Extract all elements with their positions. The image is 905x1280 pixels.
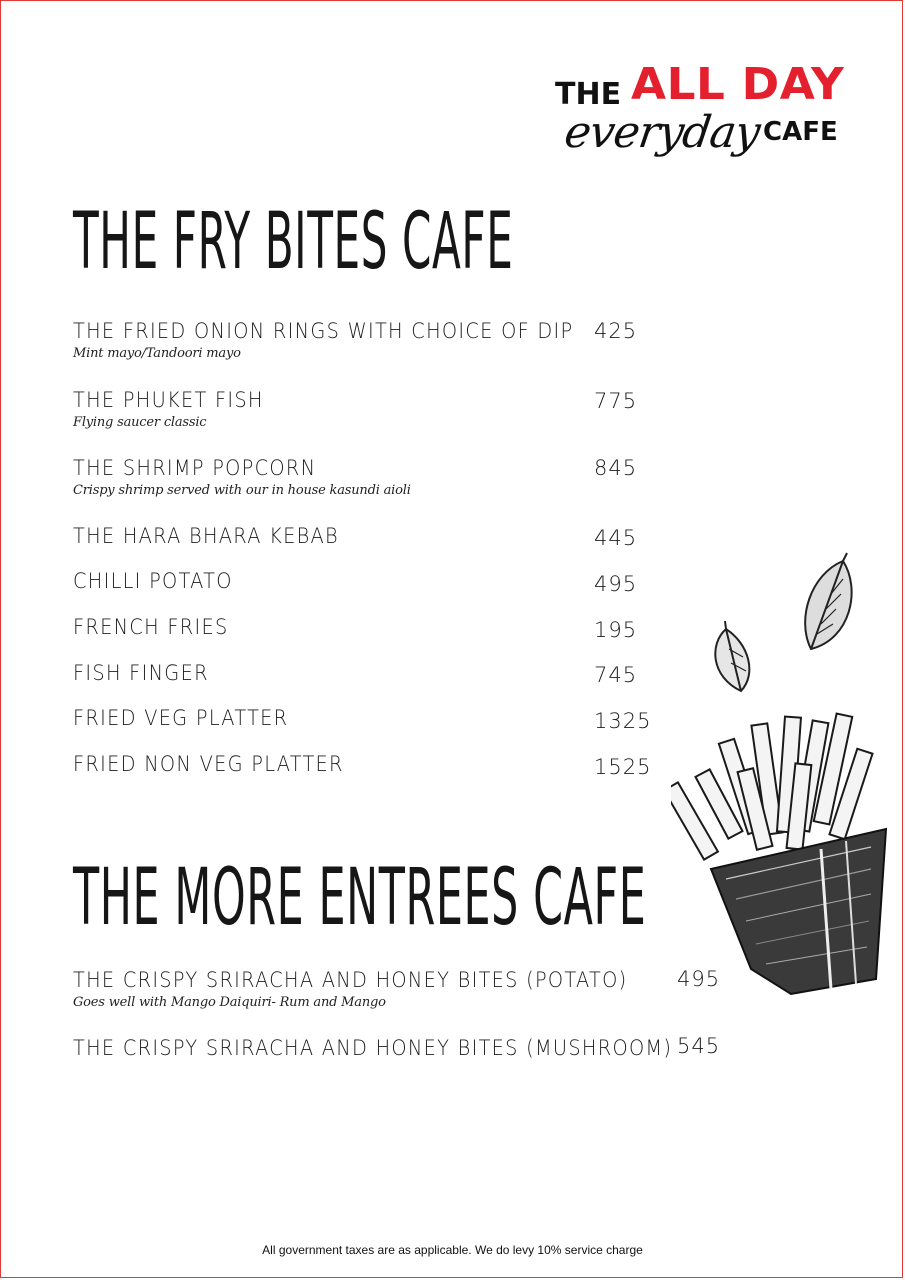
- cafe-logo: [549, 59, 869, 189]
- item-name: THE HARA BHARA KEBAB: [73, 524, 339, 548]
- menu-item: [73, 661, 221, 685]
- item-price: 495: [677, 967, 721, 991]
- item-description: Goes well with Mango Daiquiri- Rum and Mango: [73, 995, 386, 1010]
- item-name: THE CRISPY SRIRACHA AND HONEY BITES (MUSHROOM): [73, 1036, 673, 1060]
- item-name: THE CRISPY SRIRACHA AND HONEY BITES (POTATO): [73, 968, 628, 992]
- item-price: 445: [594, 526, 638, 550]
- logo-all-day: ALL DAY: [631, 59, 845, 110]
- logo-the: THE: [555, 77, 622, 112]
- fries-icon: [671, 714, 873, 860]
- item-name: THE PHUKET FISH: [73, 388, 264, 412]
- item-description: Crispy shrimp served with our in house kasundi aioli: [73, 483, 411, 498]
- menu-item: [73, 968, 676, 1010]
- item-name: THE SHRIMP POPCORN: [73, 456, 317, 480]
- menu-item: [73, 615, 242, 639]
- item-price: 425: [594, 319, 638, 343]
- fries-cup-icon: [671, 549, 901, 999]
- menu-item: [73, 752, 367, 776]
- menu-item: [73, 1036, 724, 1060]
- item-price: 845: [594, 456, 638, 480]
- menu-item: [73, 456, 411, 498]
- item-name: FRIED VEG PLATTER: [73, 706, 289, 730]
- section-title-fry-bites: THE FRY BITES CAFE: [73, 197, 514, 287]
- item-name: FISH FINGER: [73, 661, 209, 685]
- item-price: 1525: [594, 755, 652, 779]
- menu-item: [73, 388, 280, 430]
- item-description: Flying saucer classic: [73, 415, 207, 430]
- item-price: 545: [677, 1034, 721, 1058]
- item-price: 195: [594, 618, 638, 642]
- item-price: 495: [594, 572, 638, 596]
- item-description: Mint mayo/Tandoori mayo: [73, 346, 241, 361]
- footer-note: All government taxes are as applicable. We do levy 10% service charge: [262, 1243, 643, 1257]
- leaf-icon: [805, 553, 851, 649]
- section-title-more-entrees: THE MORE ENTREES CAFE: [73, 853, 647, 943]
- menu-item: [73, 319, 617, 361]
- item-name: THE FRIED ONION RINGS WITH CHOICE OF DIP: [73, 319, 574, 343]
- logo-cafe: CAFE: [763, 117, 838, 147]
- item-price: 775: [594, 389, 638, 413]
- menu-item: [73, 569, 247, 593]
- menu-item: [73, 524, 362, 548]
- item-name: FRIED NON VEG PLATTER: [73, 752, 344, 776]
- item-price: 1325: [594, 709, 652, 733]
- cup-icon: [711, 829, 886, 994]
- item-name: CHILLI POTATO: [73, 569, 233, 593]
- item-name: FRENCH FRIES: [73, 615, 229, 639]
- logo-everyday: everyday: [561, 107, 763, 158]
- menu-item: [73, 706, 307, 730]
- item-price: 745: [594, 663, 638, 687]
- leaf-icon: [715, 621, 749, 691]
